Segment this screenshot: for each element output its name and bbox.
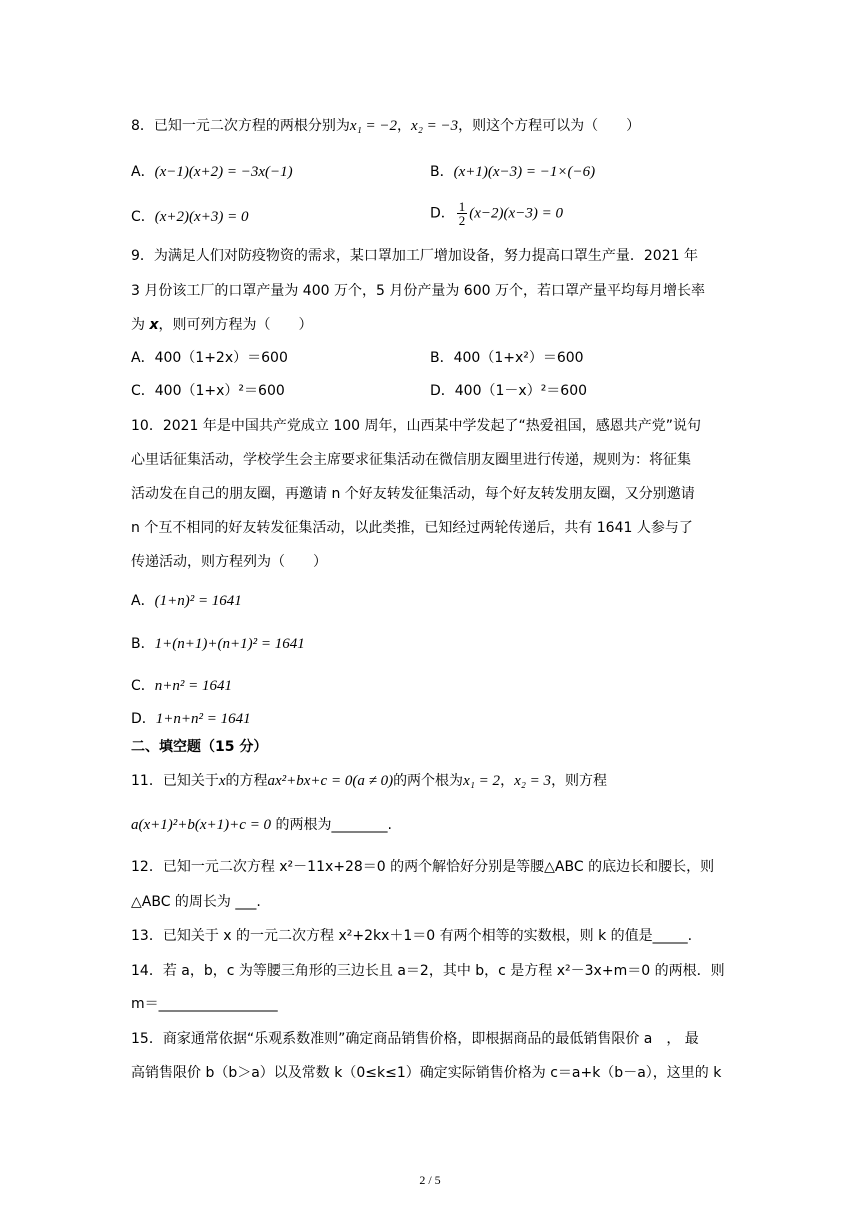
q10-line-5: 传递活动，则方程列为（ ） (131, 554, 327, 570)
q9-option-d: D．400（1－x）²＝600 (430, 383, 588, 399)
q11-equation-2: a(x+1)²+b(x+1)+c = 0 (131, 817, 272, 833)
q8-option-b: B．(x+1)(x−3) = −1×(−6) (430, 164, 596, 180)
q8-option-a: A．(x−1)(x+2) = −3x(−1) (131, 164, 293, 180)
q8-option-d: D． $\frac{1}{2}$ (x−2)(x−3) = 0 (430, 199, 563, 228)
q10-option-b: B．1+(n+1)+(n+1)² = 1641 (131, 636, 305, 652)
q11-line-2: a(x+1)²+b(x+1)+c = 0 的两根为________. (131, 817, 392, 833)
q13-line-1: 13．已知关于 x 的一元二次方程 x²+2kx＋1＝0 有两个相等的实数根，则 k 的值是_____. (131, 928, 693, 944)
q10-option-d: D．1+n+n² = 1641 (131, 711, 251, 727)
q9-option-b: B．400（1+x²）＝600 (430, 350, 584, 366)
q12-line-2: △ABC 的周长为 ___. (131, 894, 261, 910)
q12-line-1: 12．已知一元二次方程 x²－11x+28＝0 的两个解恰好分别是等腰△ABC 的底边长和腰长，则 (131, 859, 715, 875)
q10-line-4: n 个互不相同的好友转发征集活动，以此类推，已知经过两轮传递后，共有 1641 人参与了 (131, 520, 693, 536)
page-number: 2 / 5 (419, 1173, 441, 1187)
q11-line-1: 11．已知关于x的方程ax²+bx+c = 0(a ≠ 0)的两个根为x₁ = 2，x₂ = 3，则方程 (131, 773, 608, 789)
q11-equation: ax²+bx+c = 0(a ≠ 0) (267, 773, 394, 789)
fraction-half: $\frac{1}{2}$ (458, 199, 466, 228)
q8-stem: 8．已知一元二次方程的两根分别为x₁ = −2，x₂ = −3，则这个方程可以为（ ） (131, 118, 641, 134)
q15-line-2: 高销售限价 b（b＞a）以及常数 k（0≤k≤1）确定实际销售价格为 c＝a+k（b－a），这里的 k (131, 1065, 722, 1081)
q9-line-2: 3 月份该工厂的口罩产量为 400 万个，5 月份产量为 600 万个，若口罩产量平均每月增长率 (131, 283, 705, 299)
q10-line-3: 活动发在自己的朋友圈，再邀请 n 个好友转发征集活动，每个好友转发朋友圈，又分别邀请 (131, 486, 695, 502)
q10-line-1: 10．2021 年是中国共产党成立 100 周年，山西某中学发起了“热爱祖国，感恩共产党”说句 (131, 418, 702, 434)
q9-option-a: A．400（1+2x）＝600 (131, 350, 288, 366)
q9-line-3: 为 x，则可列方程为（ ） (131, 317, 313, 333)
q10-option-a: A．(1+n)² = 1641 (131, 593, 242, 609)
q9-line-1: 9．为满足人们对防疫物资的需求，某口罩加工厂增加设备，努力提高口罩生产量．2021 年 (131, 248, 698, 264)
q15-line-1: 15．商家通常依据“乐观系数准则”确定商品销售价格，即根据商品的最低销售限价 a ， 最 (131, 1031, 699, 1047)
q8-root1: x₁ = −2 (349, 118, 398, 134)
q14-line-1: 14．若 a，b，c 为等腰三角形的三边长且 a＝2，其中 b，c 是方程 x²－3x+m＝0 的两根．则 (131, 963, 725, 979)
q14-line-2: m＝_________________ (131, 996, 278, 1012)
q10-line-2: 心里话征集活动，学校学生会主席要求征集活动在微信朋友圈里进行传递，规则为：将征集 (131, 452, 691, 468)
q8-root2: x₂ = −3 (411, 118, 459, 134)
q8-option-c: C．(x+2)(x+3) = 0 (131, 209, 249, 225)
q10-option-c: C．n+n² = 1641 (131, 678, 233, 694)
q8-number: 8 (131, 118, 140, 134)
q9-option-c: C．400（1+x）²＝600 (131, 383, 285, 399)
section-heading: 二、填空题（15 分） (131, 739, 268, 755)
